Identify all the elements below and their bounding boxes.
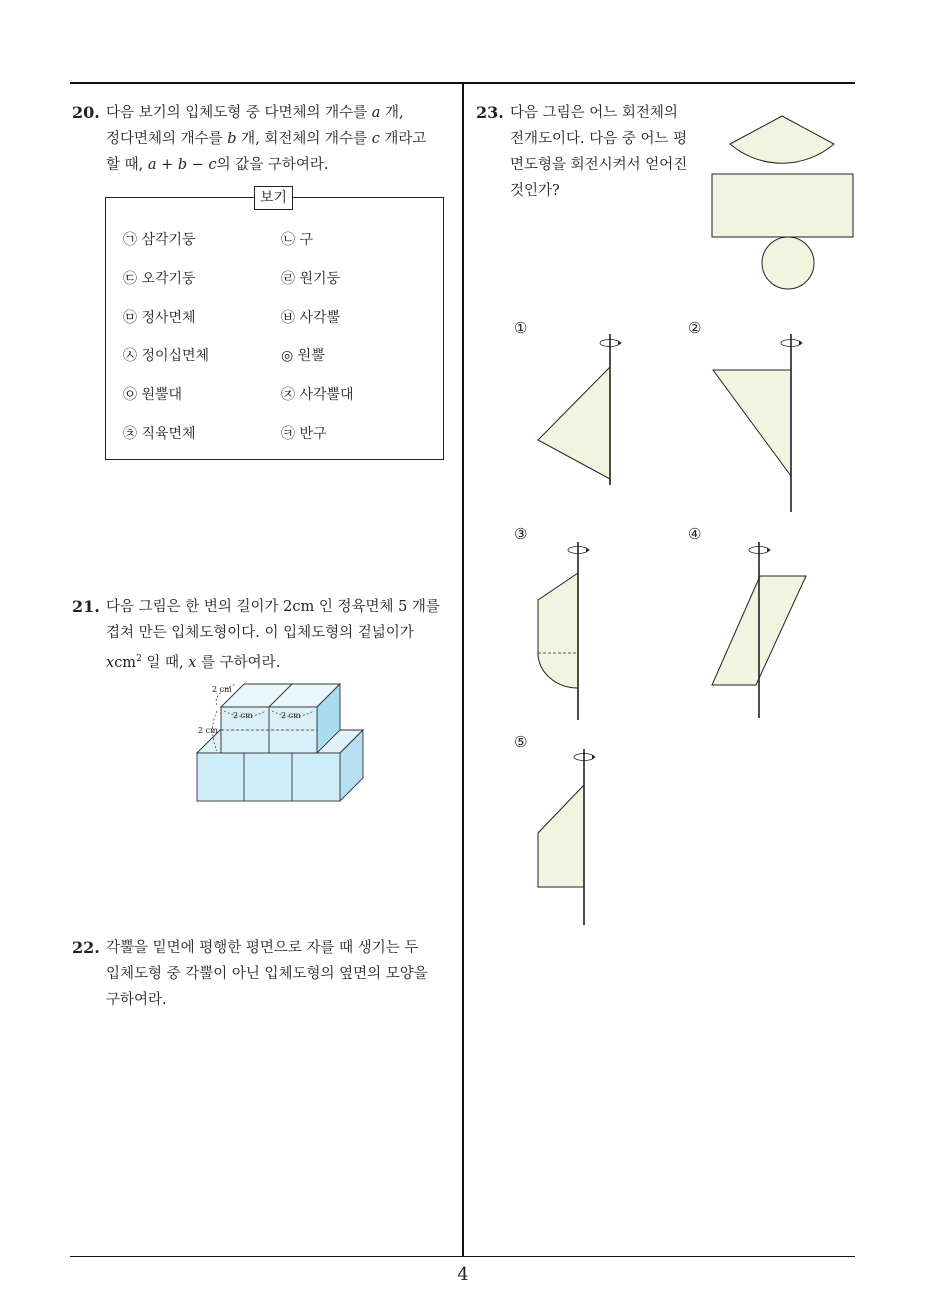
- page-number: 4: [457, 1264, 469, 1285]
- question-text-line: xcm$^2$ 일 때, x 를 구하여라.: [106, 654, 281, 671]
- bogi-item: ㉠ 삼각기둥: [123, 232, 196, 248]
- option-2-figure: [705, 330, 815, 520]
- bogi-title: 보기: [254, 186, 293, 210]
- question-text-line: 정다면체의 개수를 b 개, 회전체의 개수를 c 개라고: [106, 131, 427, 147]
- bogi-item: ㉩ 직육면체: [123, 426, 196, 442]
- bogi-item: ㉥ 사각뿔: [281, 310, 341, 326]
- net-figure: [705, 112, 860, 292]
- question-text-line: 겹쳐 만든 입체도형이다. 이 입체도형의 겉넓이가: [106, 625, 414, 641]
- bogi-item: ㉦ 정이십면체: [123, 348, 210, 364]
- option-5[interactable]: ⑤: [514, 733, 528, 751]
- question-number: 22.: [72, 938, 100, 957]
- bogi-item: ㉢ 오각기둥: [123, 271, 196, 287]
- question-text-line: 각뿔을 밑면에 평행한 평면으로 자를 때 생기는 두: [106, 940, 419, 956]
- question-text-line: 다음 그림은 어느 회전체의: [510, 105, 678, 121]
- bogi-box: [105, 190, 444, 460]
- dimension-label: 2 cm: [233, 711, 253, 720]
- dimension-label: 2 cm: [198, 726, 218, 735]
- question-text-line: 다음 그림은 한 변의 길이가 2cm 인 정육면체 5 개를: [106, 599, 440, 615]
- bogi-item: ㉡ 구: [281, 232, 313, 248]
- bogi-item: ㉨ 사각뿔대: [281, 387, 354, 403]
- question-text-line: 전개도이다. 다음 중 어느 평: [510, 131, 688, 147]
- option-1[interactable]: ①: [514, 319, 528, 337]
- option-4-figure: [705, 540, 815, 725]
- question-text-line: 것인가?: [510, 183, 560, 199]
- question-23: [476, 100, 706, 204]
- question-20: [72, 100, 452, 178]
- option-3[interactable]: ③: [514, 525, 528, 543]
- question-text-line: 입체도형 중 각뿔이 아닌 입체도형의 옆면의 모양을: [106, 966, 428, 982]
- option-3-figure: [530, 540, 630, 725]
- question-number: 23.: [476, 103, 504, 122]
- cube-stack-figure: [190, 678, 370, 806]
- bogi-item: ㉣ 원기둥: [281, 271, 341, 287]
- bogi-item: ㉧ 원뿔대: [123, 387, 183, 403]
- option-4[interactable]: ④: [688, 525, 702, 543]
- column-divider: [462, 82, 464, 1257]
- bogi-item: ㉤ 정사면체: [123, 310, 196, 326]
- option-1-figure: [530, 330, 630, 490]
- question-text-line: 면도형을 회전시켜서 얻어진: [510, 157, 688, 173]
- bogi-item: ㉪ 반구: [281, 426, 327, 442]
- bogi-item: ◎ 원뿔: [281, 348, 325, 364]
- question-text-line: 다음 보기의 입체도형 중 다면체의 개수를 a 개,: [106, 105, 404, 121]
- bottom-rule: [70, 1256, 855, 1257]
- option-2[interactable]: ②: [688, 319, 702, 337]
- question-21: [72, 594, 457, 676]
- question-number: 21.: [72, 597, 100, 616]
- question-22: [72, 935, 457, 1013]
- dimension-label: 2 cm: [212, 685, 232, 694]
- option-5-figure: [530, 747, 630, 932]
- question-text-line: 구하여라.: [106, 992, 167, 1008]
- question-text-line: 할 때, a + b − c의 값을 구하여라.: [106, 157, 329, 173]
- question-number: 20.: [72, 103, 100, 122]
- dimension-label: 2 cm: [281, 711, 301, 720]
